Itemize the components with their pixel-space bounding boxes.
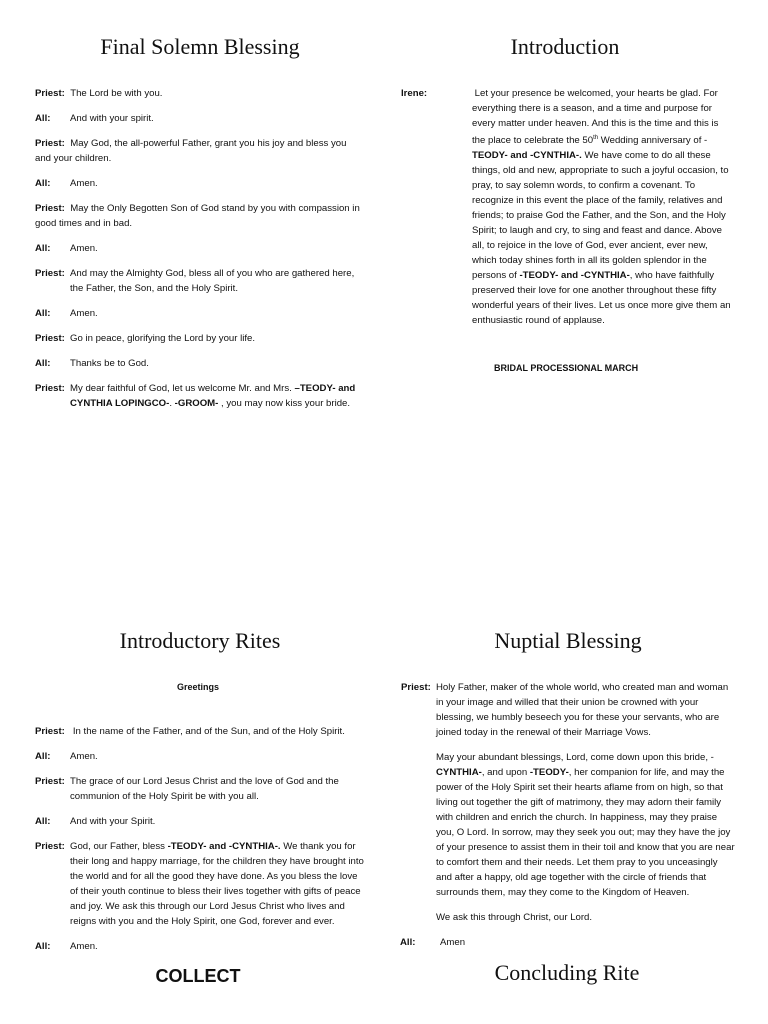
nuptial-blessing-title: Nuptial Blessing (494, 628, 642, 653)
bridal-march-label: BRIDAL PROCESSIONAL MARCH (494, 363, 639, 374)
introduction-panel (400, 34, 740, 376)
nuptial-amen: All: Amen (400, 937, 466, 948)
fb-line: Priest: And may the Almighty God, bless all of you who are gathered here, the Father, the Son, and the Holy Spirit. (35, 268, 355, 294)
introductory-rites-panel (35, 628, 365, 987)
fb-line: All: Amen. (35, 178, 98, 189)
ir-line: Priest: In the name of the Father, and of the Sun, and of the Holy Spirit. (35, 726, 345, 737)
ir-line: All: And with your Spirit. (35, 816, 156, 827)
fb-line: Priest: May God, the all-powerful Father, grant you his joy and bless you and your children. (35, 138, 347, 164)
final-blessing-panel (35, 34, 365, 411)
fb-line: Priest: The Lord be with you. (35, 88, 163, 99)
ir-prayer: Priest: God, our Father, bless -TEODY- and -CYNTHIA-. We thank you for their long and happy marriage, for the children they have brought into the world and for all the good they have done. As you bless the love of their youth continue to bless their lives together with gifts of peace and joy. We ask this through our Lord Jesus Christ who lives and reigns with you and the Holy Spirit, one God, forever and ever. (35, 841, 364, 927)
concluding-rite-heading: Concluding Rite (494, 960, 640, 985)
greetings-subtitle: Greetings (176, 682, 219, 692)
fb-line: Priest: Go in peace, glorifying the Lord by your life. (35, 333, 256, 344)
collect-heading: COLLECT (155, 966, 241, 986)
nuptial-blessing-panel (400, 628, 740, 986)
introduction-speaker: Irene: (401, 88, 428, 99)
ir-amen: All: Amen. (35, 941, 98, 952)
fb-closing: Priest: My dear faithful of God, let us welcome Mr. and Mrs. –TEODY- and CYNTHIA LOPINGCO-. -GROOM- , you may now kiss your bride. (35, 383, 356, 409)
final-blessing-title: Final Solemn Blessing (100, 34, 300, 59)
fb-line: All: And with your spirit. (35, 113, 154, 124)
nuptial-text: Holy Father, maker of the whole world, who created man and woman in your image and willed that their union be crowned with your blessing, we humbly beseech you for these your servants, who are joined today in the renewal of their Marriage Vows. May your abundant blessings, Lord, come down upon this bride, - CYNTHIA-, and upon -TEODY-, her companion for life, and may the power of the Holy Spirit set their hearts aflame from on high, so that living out together the gift of matrimony, they may adorn their family with children and enrich the church. In happiness, may they praise you, O Lord. In sorrow, may they seek you out; may they have the joy of your presence to assist them in their toil and know that you are near to comfort them and their needs. Let them pray to you unceasingly and after a happy, old age together with the circle of friends that surrounds them, may they come to the Kingdom of Heaven. We ask this through Christ, our Lord. (436, 682, 735, 923)
introductory-rites-title: Introductory Rites (119, 628, 281, 653)
nuptial-speaker: Priest: (401, 682, 431, 693)
fb-line: All: Amen. (35, 243, 98, 254)
introduction-text: Let your presence be welcomed, your hearts be glad. For everything there is a season, and a time and purpose for every matter under heaven. And this is the time and this is the place to celebrate the 50th Wedding anniversary of - TEODY- and -CYNTHIA-. We have come to do all these things, old and new, appropriate to such a joyful occasion, to pray, to say solemn words, to confirm a covenant. To recognize in this event the place of the family, relatives and friends; to praise God the Father, and the Son, and the Holy Spirit; to laugh and cry, to sing and feast and dance. Above all, to rejoice in the love of God, ever ancient, ever new, which today shines forth in all its golden splendor in the persons of -TEODY- and -CYNTHIA-, who have faithfully preserved their love for one another throughout these fifty wonderful years of their lives. Let us once more give them an enthusiastic round of applause. (472, 88, 731, 327)
ir-line: Priest: The grace of our Lord Jesus Christ and the love of God and the communion of the Holy Spirit be with you all. (35, 776, 339, 802)
fb-line: All: Thanks be to God. (35, 358, 149, 369)
fb-line: All: Amen. (35, 308, 98, 319)
introduction-title: Introduction (510, 34, 620, 59)
ir-line: All: Amen. (35, 751, 98, 762)
fb-line: Priest: May the Only Begotten Son of God stand by you with compassion in good times and in bad. (35, 203, 360, 229)
